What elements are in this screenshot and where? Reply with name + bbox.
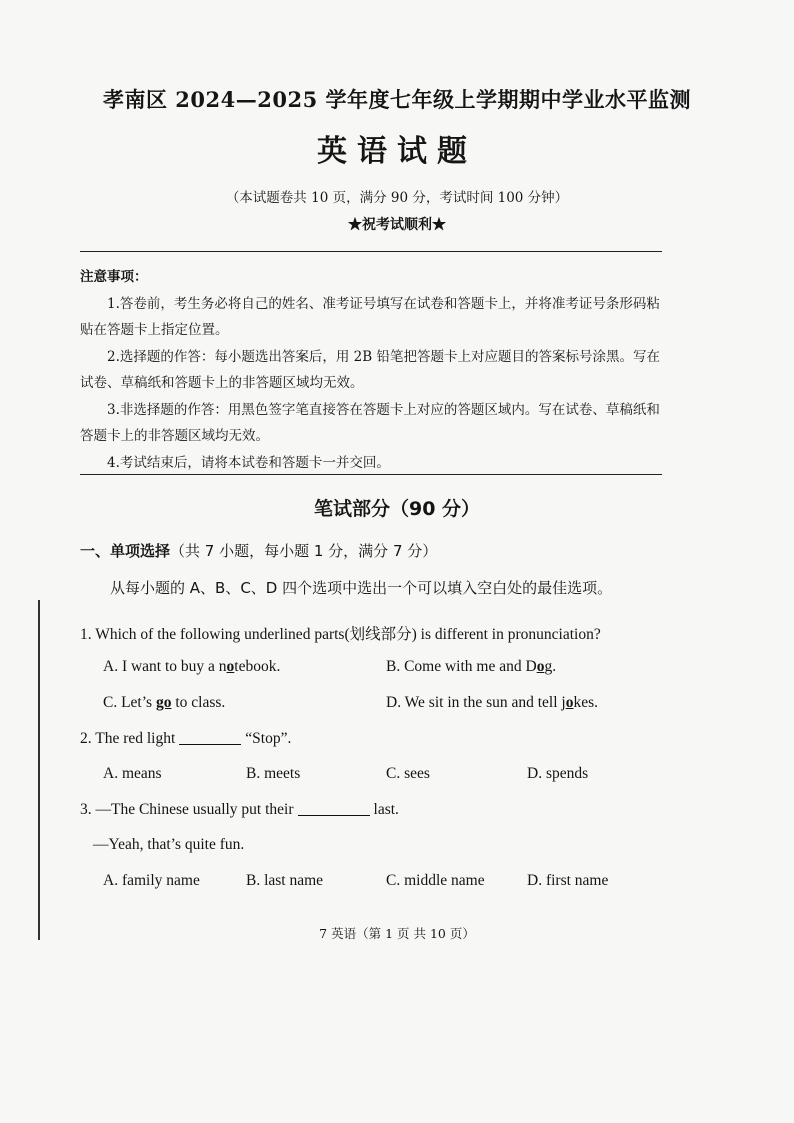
good-luck-banner: ★祝考试顺利★ [348, 217, 446, 233]
underlined-part: o [536, 658, 545, 675]
bottom-divider [80, 474, 662, 475]
question-1-option-b: B. Come with me and Dog. [386, 658, 557, 675]
question-2-option-b: B. meets [246, 765, 301, 782]
question-3-stem: 3. —The Chinese usually put their last. [80, 801, 399, 818]
exam-info: （本试题卷共 10 页，满分 90 分，考试时间 100 分钟） [225, 190, 569, 206]
question-1-option-a: A. I want to buy a notebook. [103, 658, 281, 675]
notice-item: 4.考试结束后，请将本试卷和答题卡一并交回。 [107, 454, 390, 471]
question-2-option-a: A. means [103, 765, 162, 782]
underlined-part: go [155, 694, 172, 711]
part-heading [80, 540, 437, 561]
question-1-option-c: C. Let’s go to class. [103, 694, 226, 711]
question-3-option-a: A. family name [103, 872, 200, 889]
part-instruction: 从每小题的 A、B、C、D 四个选项中选出一个可以填入空白处的最佳选项。 [110, 579, 613, 597]
subject-title: 英语试题 [317, 134, 477, 169]
top-divider [80, 251, 662, 252]
question-3-option-c: C. middle name [386, 872, 485, 889]
notice-item: 3.非选择题的作答：用黑色签字笔直接答在答题卡上对应的答题区域内。写在试卷、草稿纸和答题卡上的非答题区域均无效。 [80, 401, 660, 444]
notice-item: 1.答卷前，考生务必将自己的姓名、准考证号填写在试卷和答题卡上，并将准考证号条形码粘贴在答题卡上指定位置。 [80, 295, 660, 338]
underlined-part: o [565, 694, 574, 711]
underlined-part: o [226, 658, 235, 675]
question-1-stem: 1. Which of the following underlined parts(划线部分) is different in pronunciation? [80, 626, 601, 643]
question-1-option-d: D. We sit in the sun and tell jokes. [386, 694, 599, 711]
question-2-option-c: C. sees [386, 765, 430, 782]
answer-blank [179, 744, 241, 745]
section-title: 笔试部分（90 分） [313, 498, 481, 520]
part-label: 一、单项选择 [80, 542, 171, 560]
answer-blank [298, 815, 370, 816]
page-footer: 7 英语（第 1 页 共 10 页） [319, 926, 475, 941]
question-3-option-d: D. first name [527, 872, 609, 889]
exam-title: 孝南区 2024—2025 学年度七年级上学期期中学业水平监测 [102, 87, 691, 112]
question-2-option-d: D. spends [527, 765, 589, 782]
notice-item: 2.选择题的作答：每小题选出答案后，用 2B 铅笔把答题卡上对应题目的答案标号涂黑。写在试卷、草稿纸和答题卡上的非答题区域均无效。 [80, 348, 660, 391]
notice-block [80, 264, 662, 476]
part-detail: （共 7 小题，每小题 1 分，满分 7 分） [170, 542, 438, 560]
question-3-reply: —Yeah, that’s quite fun. [93, 836, 245, 853]
question-3-option-b: B. last name [246, 872, 324, 889]
notice-heading: 注意事项： [80, 269, 148, 285]
binding-margin-line [38, 600, 40, 940]
question-2-stem: 2. The red light “Stop”. [80, 730, 292, 747]
